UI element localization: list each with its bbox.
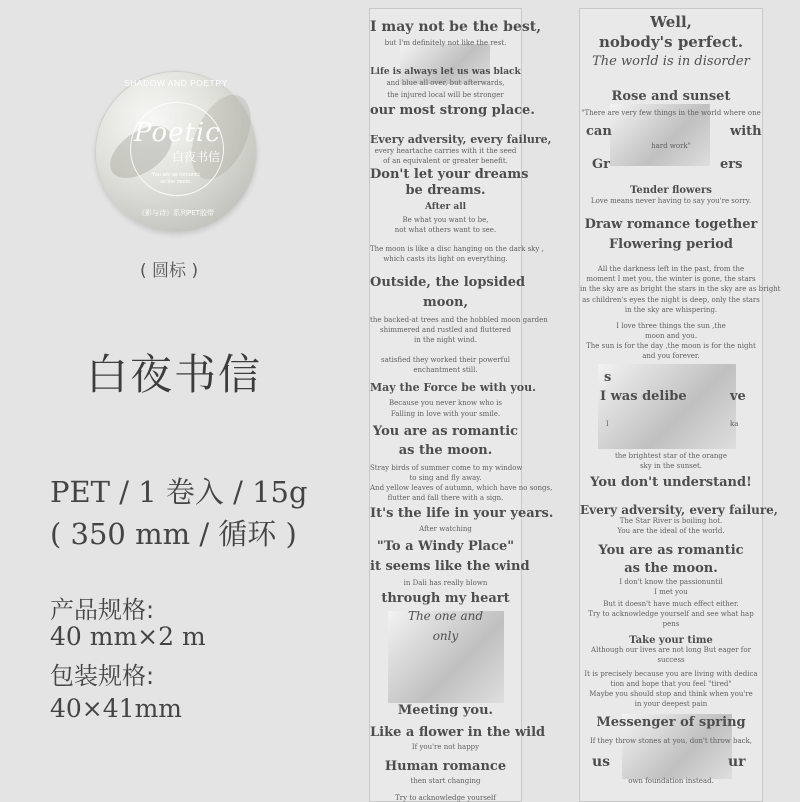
strip-text-line: hard work"	[651, 142, 691, 150]
strip-text-line: in the sky are whispering.	[624, 306, 718, 314]
strip-text-line: to sing and fly away.	[409, 474, 482, 482]
strip-text-line: Try to acknowledge yourself and see what hap	[588, 610, 754, 618]
strip-text-line: moment I met you, the winter is gone, the stars	[586, 275, 756, 283]
strip-text-line: the backed-at trees and the hobbled moon garden	[370, 316, 548, 324]
strip-text-line: and blue all over, but afterwards,	[386, 79, 505, 87]
product-title: 白夜书信	[86, 350, 263, 399]
strip-text-line: then start changing	[410, 777, 481, 785]
strip-text-line: You are as romantic	[372, 424, 519, 439]
strip-text-line: not what others want to see.	[394, 226, 497, 234]
strip-text-line: every heartache carries with it the seed	[374, 147, 517, 155]
strip-text-line: But it doesn't have much effect either.	[603, 600, 739, 608]
strip-text-line: The moon is like a disc hanging on the dark sky ,	[370, 245, 544, 253]
strip-text-line: "To a Windy Place"	[376, 539, 515, 554]
seal-script-text: Poetic	[134, 118, 221, 148]
strip-text-line: I	[606, 420, 609, 428]
strip-text-line: Outside, the lopsided	[370, 275, 526, 290]
strip-text-line: which casts its light on everything.	[383, 255, 508, 263]
strip-text-line: Love means never having to say you're sorry.	[590, 197, 752, 205]
strip-text-line: It is precisely because you are living with dedica	[584, 670, 758, 678]
strip-text-line: own foundation instead.	[628, 777, 714, 785]
strip-text-line: Be what you want to be,	[402, 216, 489, 224]
strip-text-line: Flowering period	[608, 237, 734, 252]
strip-text-line: through my heart	[381, 591, 510, 606]
strip-text-line: of an equivalent or greater benefit.	[383, 157, 508, 165]
strip-text-line: Every adversity, every failure,	[370, 133, 552, 146]
seal-caption: ( 圆标 )	[140, 261, 199, 281]
strip-text-line: s	[604, 370, 612, 385]
strip-text-line: Well,	[650, 13, 692, 31]
strip-text-line: in Dali has really blown	[403, 579, 488, 587]
strip-text-line: as the moon.	[398, 443, 493, 458]
strip-text-line: tion and hope that you feel "tired"	[610, 680, 732, 688]
strip-text-line: I was delibe	[600, 389, 687, 404]
strip-text-line: "There are very few things in the world where one	[581, 109, 761, 117]
strip-text-line: I met you	[654, 588, 688, 596]
strip-photo	[388, 611, 504, 703]
strip-text-line: moon,	[422, 295, 469, 310]
strip-text-line: Maybe you should stop and think when you're	[589, 690, 753, 698]
strip-text-line: Draw romance together	[584, 217, 758, 232]
tape-strip-left	[369, 8, 554, 802]
spec-material: PET / 1 卷入 / 15g	[50, 475, 308, 509]
strip-text-line: the brightest star of the orange	[614, 452, 728, 460]
strip-text-line: ka	[730, 420, 739, 428]
tape-strip-right	[579, 8, 781, 802]
strip-text-line: Falling in love with your smile.	[390, 410, 501, 418]
strip-text-line: can	[586, 124, 612, 139]
seal-small-text: as the moon.	[160, 179, 192, 185]
strip-text-line: in your deepest pain	[634, 700, 708, 708]
strip-text-line: I may not be the best,	[370, 19, 542, 35]
strip-text-line: Although our lives are not long But eager for	[591, 646, 751, 654]
strip-text-line: Life is always let us was black	[370, 67, 521, 77]
size-value: 40 mm×2 m	[50, 622, 206, 651]
strip-text-line: The sun is for the day ,the moon is for the night	[586, 342, 756, 350]
strip-text-line: ur	[728, 754, 746, 770]
strip-text-line: You don't understand!	[590, 475, 752, 490]
strip-text-line: satisfied they worked their powerful	[380, 356, 510, 364]
strip-text-line: Because you never know who is	[388, 399, 503, 407]
pack-value: 40×41mm	[50, 694, 182, 723]
seal-small-text: You are as romantic	[151, 172, 201, 178]
strip-text-line: After all	[424, 202, 467, 212]
strip-text-line: as children's eyes the night is deep, only the stars	[582, 296, 760, 304]
spec-length: ( 350 mm / 循环 )	[50, 517, 297, 551]
strip-text-line: You are the ideal of the world.	[617, 527, 725, 535]
strip-text-line: Gr	[592, 157, 610, 172]
strip-text-line: All the darkness left in the past, from the	[597, 265, 745, 273]
strip-text-line: Don't let your dreams	[370, 167, 529, 182]
strip-text-line: and you forever.	[642, 352, 700, 360]
strip-text-line: in the night wind.	[414, 336, 477, 344]
strip-text-line: ve	[730, 389, 746, 404]
strip-text-line: Every adversity, every failure,	[580, 503, 778, 517]
strip-text-line: success	[657, 656, 685, 664]
strip-text-line: You are as romantic	[598, 543, 744, 558]
strip-text-line: pens	[662, 620, 680, 628]
strip-text-line: flutter and fall there with a sign.	[387, 494, 504, 502]
strip-text-line: Meeting you.	[397, 703, 494, 718]
strip-text-line: our most strong place.	[370, 103, 535, 118]
strip-text-line: nobody's perfect.	[598, 33, 744, 51]
strip-text-line: moon and you.	[644, 332, 698, 340]
strip-text-line: It's the life in your years.	[370, 506, 554, 521]
strip-photo	[400, 44, 490, 84]
strip-text-line: ers	[720, 157, 743, 172]
strip-text-line: in the sky are as bright the stars in the sky are as bright	[580, 285, 781, 293]
strip-text-line: sky in the sunset.	[639, 462, 703, 470]
strip-text-line: After watching	[419, 525, 472, 533]
size-label: 产品规格:	[50, 596, 155, 624]
strip-text-line: be dreams.	[405, 183, 486, 198]
strip-text-line: Like a flower in the wild	[370, 725, 546, 740]
strip-text-line: The world is in disorder	[592, 54, 750, 69]
seal-chinese-title: 白夜书信	[172, 150, 221, 164]
strip-text-line: as the moon.	[624, 561, 718, 576]
strip-text-line: The Star River is boiling hot.	[619, 517, 723, 525]
strip-text-line: shimmered and rustled and fluttered	[380, 326, 511, 334]
strip-text-line: the injured local will be stronger	[387, 91, 504, 99]
seal-top-text: SHADOW AND POETRY	[124, 78, 228, 88]
strip-text-line: Human romance	[384, 759, 507, 774]
strip-text-line: it seems like the wind	[370, 559, 530, 574]
strip-text-line: I don't know the passionuntil	[619, 578, 723, 586]
strip-text-line: Messenger of spring	[596, 715, 746, 730]
seal-bottom-text: 《影与诗》系列PET胶带	[138, 209, 214, 217]
strip-text-line: Try to acknowledge yourself	[395, 794, 496, 802]
strip-text-line: with	[730, 124, 762, 139]
strip-text-line: only	[432, 629, 459, 643]
strip-text-line: Take your time	[629, 635, 713, 646]
strip-text-line: Rose and sunset	[611, 89, 731, 104]
strip-text-line: enchantment still.	[413, 366, 478, 374]
strip-text-line: And yellow leaves of autumn, which have no songs,	[370, 484, 553, 492]
strip-text-line: The one and	[407, 609, 484, 623]
strip-text-line: If they throw stones at you, don't throw back,	[589, 737, 753, 745]
strip-text-line: If you're not happy	[411, 743, 480, 751]
strip-text-line: us	[592, 754, 611, 770]
strip-text-line: Stray birds of summer come to my window	[370, 464, 523, 472]
strip-text-line: May the Force be with you.	[370, 381, 536, 394]
strip-text-line: but I'm definitely not like the rest.	[384, 39, 507, 47]
round-seal-sticker	[96, 72, 256, 232]
strip-text-line: Tender flowers	[630, 185, 712, 196]
pack-label: 包装规格:	[50, 662, 155, 690]
strip-text-line: I love three things the sun ,the	[616, 322, 726, 330]
